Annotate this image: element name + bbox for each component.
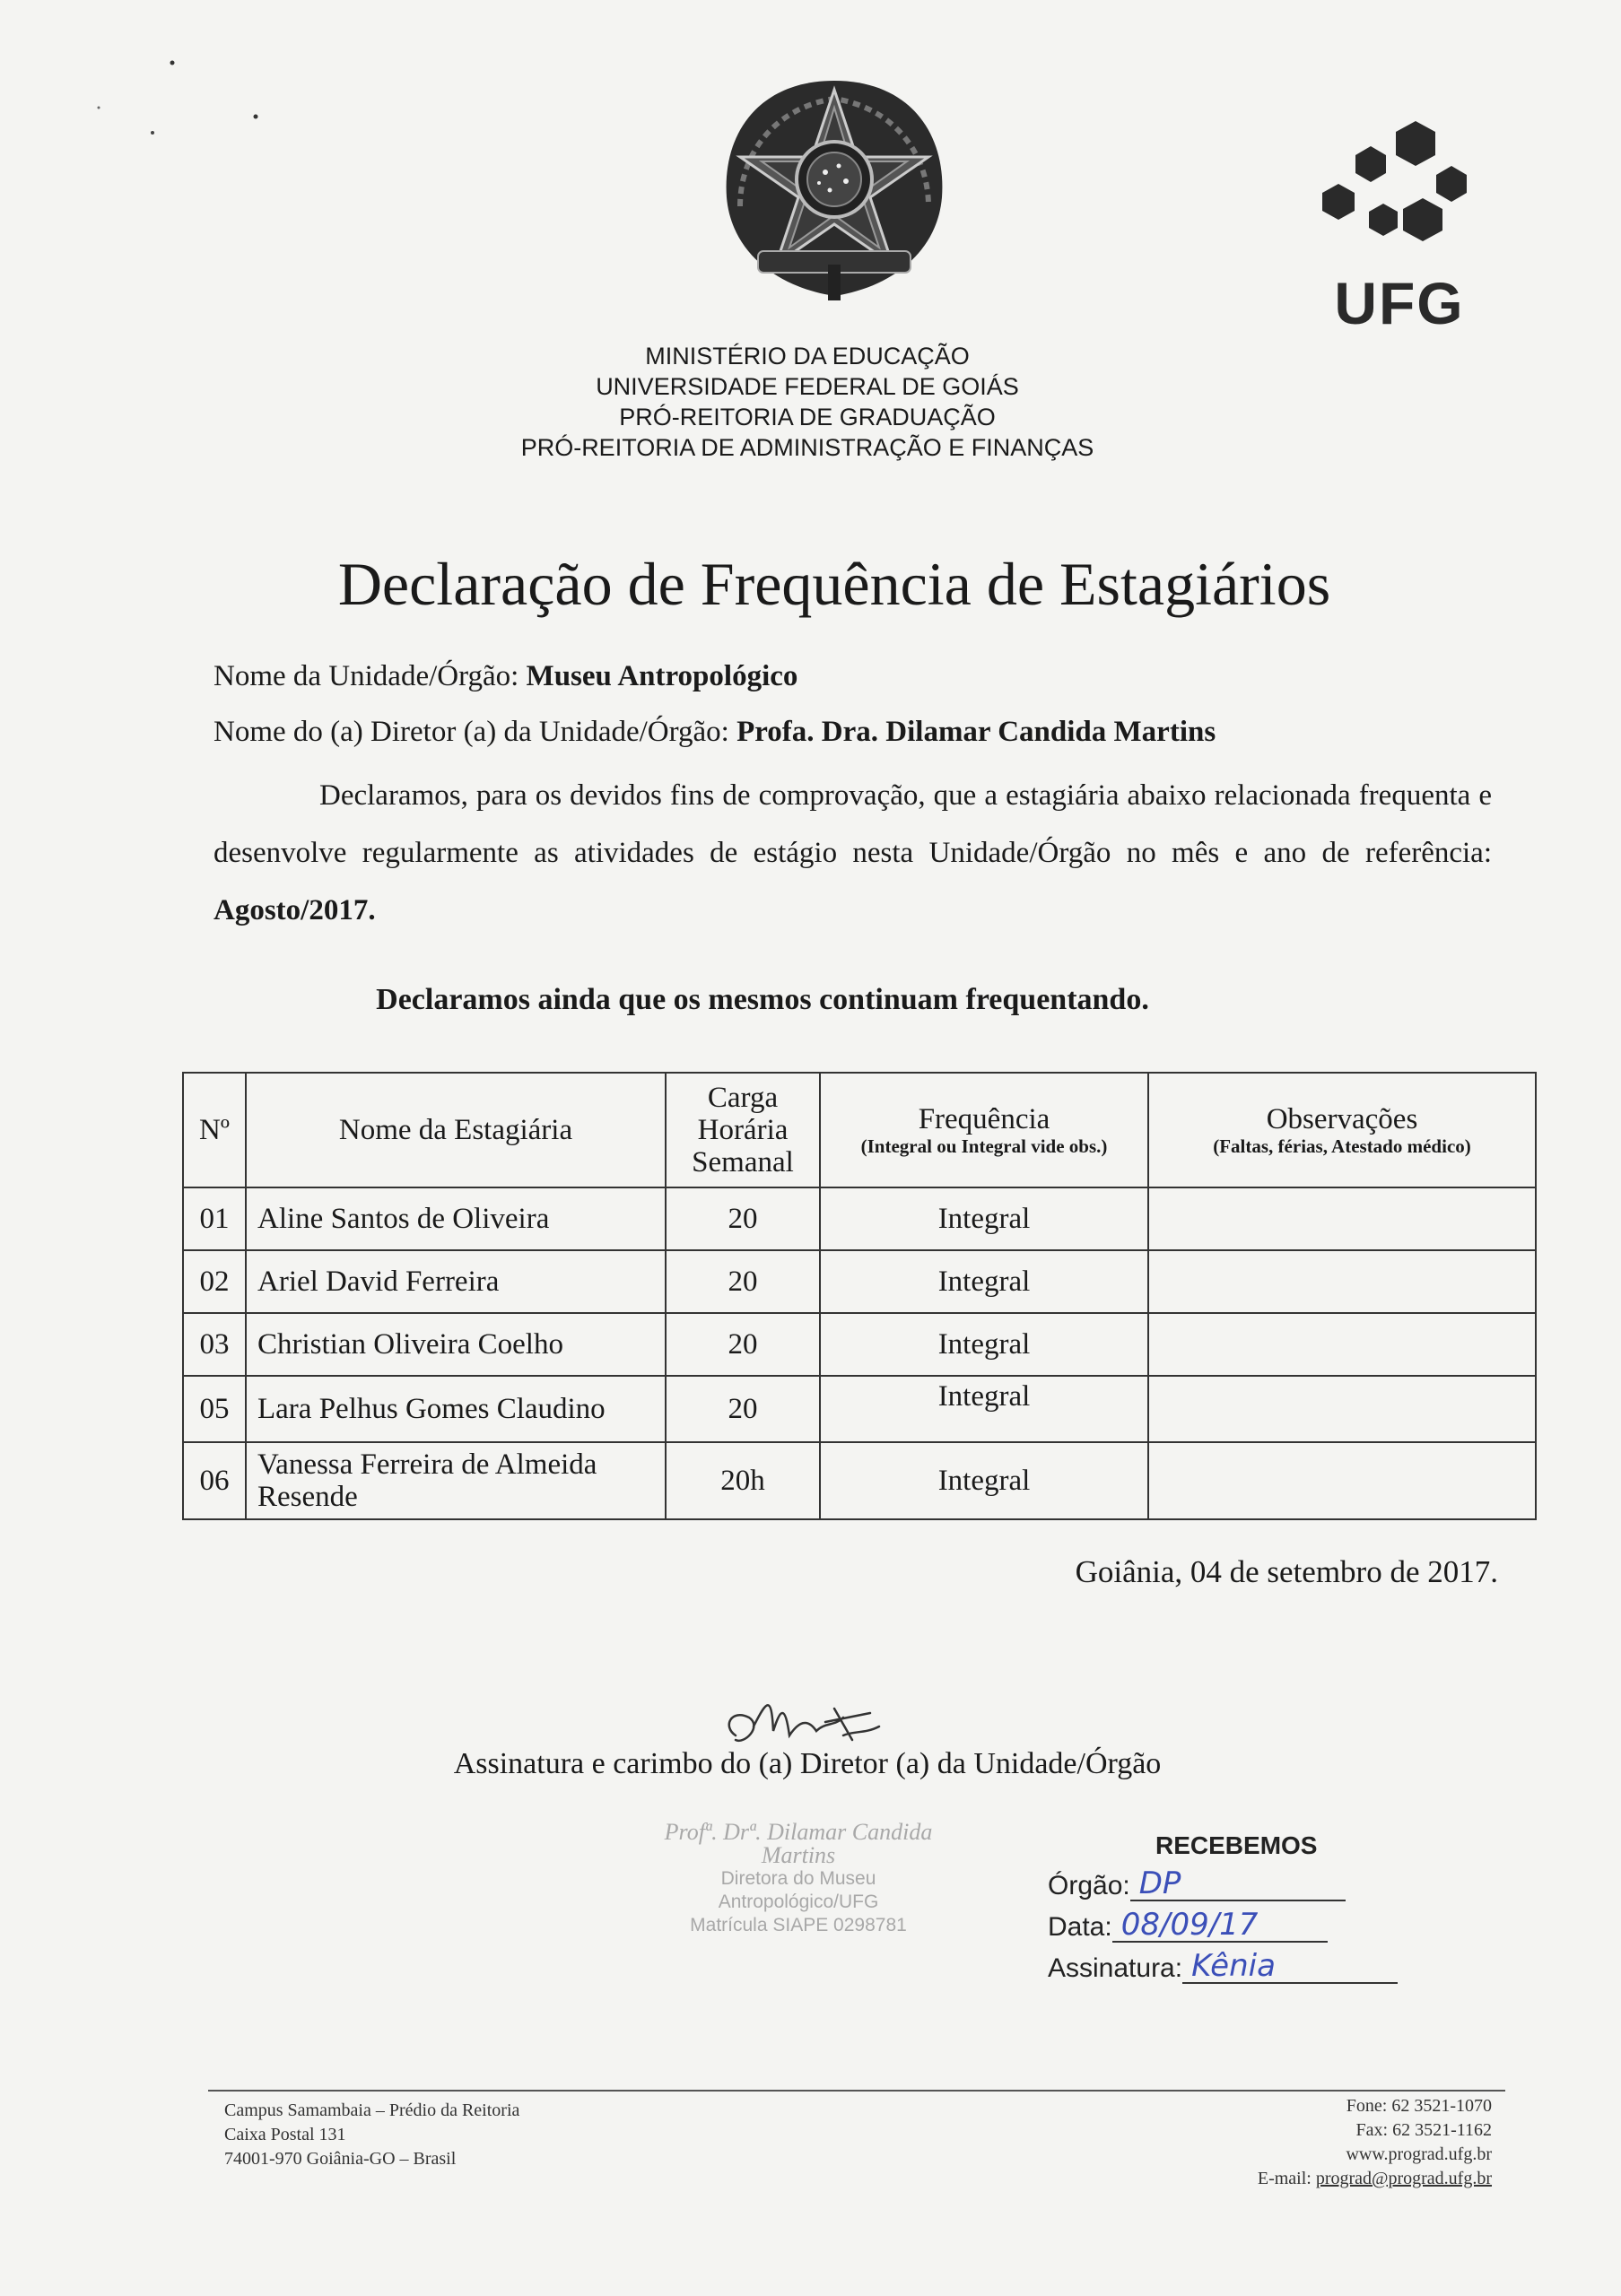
stamp-role: Diretora do Museu Antropológico/UFG xyxy=(718,1868,879,1912)
footer-fax: Fax: 62 3521-1162 xyxy=(1355,2120,1492,2140)
row-num: 03 xyxy=(183,1313,246,1376)
received-title: RECEBEMOS xyxy=(1155,1831,1318,1859)
row-observations xyxy=(1148,1442,1536,1519)
signature-label: Assinatura e carimbo do (a) Diretor (a) da Unidade/Órgão xyxy=(453,1747,1162,1780)
stamp-name: Profª. Drª. Dilamar Candida Martins xyxy=(664,1819,933,1868)
row-name: Lara Pelhus Gomes Claudino xyxy=(246,1376,666,1442)
header-hours xyxy=(666,1073,820,1187)
footer-contacts xyxy=(1166,2094,1492,2191)
ufg-logo-text: UFG xyxy=(1334,270,1465,336)
row-num: 01 xyxy=(183,1187,246,1250)
row-observations xyxy=(1148,1376,1536,1442)
received-data-value: 08/09/17 xyxy=(1112,1909,1328,1943)
row-hours: 20 xyxy=(666,1187,820,1250)
footer-email-label: E-mail: xyxy=(1257,2169,1316,2188)
brazil-coat-of-arms-emblem xyxy=(704,72,964,314)
received-assinatura-value: Kênia xyxy=(1182,1950,1398,1984)
table-row xyxy=(183,1313,1536,1376)
director-stamp xyxy=(641,1821,955,1937)
institution-header xyxy=(359,341,1256,463)
row-name: Aline Santos de Oliveira xyxy=(246,1187,666,1250)
row-num: 06 xyxy=(183,1442,246,1519)
row-frequency: Integral xyxy=(820,1187,1148,1250)
table-row xyxy=(183,1376,1536,1442)
row-hours: 20 xyxy=(666,1376,820,1442)
row-frequency: Integral xyxy=(820,1376,1148,1442)
table-row xyxy=(183,1187,1536,1250)
row-observations xyxy=(1148,1250,1536,1313)
declaration-paragraph xyxy=(214,767,1492,939)
row-name: Vanessa Ferreira de Almeida Resende xyxy=(246,1442,666,1519)
received-orgao-row xyxy=(1048,1867,1442,1901)
header-line-university: UNIVERSIDADE FEDERAL DE GOIÁS xyxy=(596,373,1019,400)
interns-table xyxy=(182,1072,1537,1520)
row-frequency: Integral xyxy=(820,1442,1148,1519)
received-data-label: Data: xyxy=(1048,1912,1112,1942)
scan-specks xyxy=(90,54,377,144)
footer-address-line: Campus Samambaia – Prédio da Reitoria xyxy=(224,2100,520,2120)
ufg-logo-icon xyxy=(1319,121,1471,242)
unit-label: Nome da Unidade/Órgão: xyxy=(214,660,527,692)
footer-address-line: 74001-970 Goiânia-GO – Brasil xyxy=(224,2149,457,2169)
header-observations xyxy=(1148,1073,1536,1187)
footer-email-line xyxy=(1166,2167,1492,2191)
header-frequency xyxy=(820,1073,1148,1187)
director-value: Profa. Dra. Dilamar Candida Martins xyxy=(736,716,1216,748)
table-row xyxy=(183,1442,1536,1519)
interns-table-wrap xyxy=(182,1072,1535,1520)
footer-website[interactable]: www.prograd.ufg.br xyxy=(1346,2144,1492,2164)
footer-address xyxy=(224,2099,519,2171)
row-observations xyxy=(1148,1313,1536,1376)
received-orgao-label: Órgão: xyxy=(1048,1871,1130,1900)
table-header-row xyxy=(183,1073,1536,1187)
header-line-proad: PRÓ-REITORIA DE ADMINISTRAÇÃO E FINANÇAS xyxy=(520,434,1094,461)
header-line-prograd: PRÓ-REITORIA DE GRADUAÇÃO xyxy=(619,404,996,430)
header-observations-sub: (Faltas, férias, Atestado médico) xyxy=(1213,1135,1471,1157)
director-line xyxy=(214,716,1216,749)
received-assinatura-row xyxy=(1048,1950,1442,1984)
row-observations xyxy=(1148,1187,1536,1250)
continuation-note: Declaramos ainda que os mesmos continuam frequentando. xyxy=(376,983,1149,1016)
received-orgao-value: DP xyxy=(1130,1867,1346,1901)
stamp-id: Matrícula SIAPE 0298781 xyxy=(690,1915,907,1935)
row-num: 02 xyxy=(183,1250,246,1313)
document-title: Declaração de Frequência de Estagiários xyxy=(337,550,1331,618)
table-row xyxy=(183,1250,1536,1313)
row-hours: 20 xyxy=(666,1250,820,1313)
header-hours-line2: Horária xyxy=(697,1114,789,1146)
unit-line xyxy=(214,660,797,693)
footer-phone: Fone: 62 3521-1070 xyxy=(1346,2096,1492,2116)
header-hours-line3: Semanal xyxy=(692,1146,794,1178)
header-line-ministry: MINISTÉRIO DA EDUCAÇÃO xyxy=(645,343,970,370)
row-name: Christian Oliveira Coelho xyxy=(246,1313,666,1376)
reference-month: Agosto/2017. xyxy=(214,894,376,926)
row-num: 05 xyxy=(183,1376,246,1442)
place-and-date: Goiânia, 04 de setembro de 2017. xyxy=(1075,1554,1498,1589)
header-hours-line1: Carga xyxy=(707,1082,779,1114)
row-hours: 20h xyxy=(666,1442,820,1519)
footer-address-line: Caixa Postal 131 xyxy=(224,2125,346,2144)
header-observations-label: Observações xyxy=(1266,1103,1418,1135)
declaration-text: Declaramos, para os devidos fins de comprovação, que a estagiária abaixo relacionada frequenta e desenvolve regularmente as atividades de estágio nesta Unidade/Órgão no mês e ano de referência: xyxy=(214,779,1492,869)
footer-email-link[interactable]: prograd@prograd.ufg.br xyxy=(1315,2169,1492,2188)
received-assinatura-label: Assinatura: xyxy=(1048,1953,1183,1983)
header-name: Nome da Estagiária xyxy=(246,1073,666,1187)
row-frequency: Integral xyxy=(820,1313,1148,1376)
director-label: Nome do (a) Diretor (a) da Unidade/Órgão: xyxy=(214,716,737,748)
received-data-row xyxy=(1048,1909,1442,1943)
header-frequency-label: Frequência xyxy=(918,1103,1050,1135)
row-hours: 20 xyxy=(666,1313,820,1376)
unit-value: Museu Antropológico xyxy=(526,660,798,692)
header-num: Nº xyxy=(183,1073,246,1187)
received-stamp xyxy=(1048,1831,1442,1984)
footer-divider xyxy=(208,2090,1505,2092)
row-name: Ariel David Ferreira xyxy=(246,1250,666,1313)
header-frequency-sub: (Integral ou Integral vide obs.) xyxy=(860,1135,1108,1157)
row-frequency: Integral xyxy=(820,1250,1148,1313)
